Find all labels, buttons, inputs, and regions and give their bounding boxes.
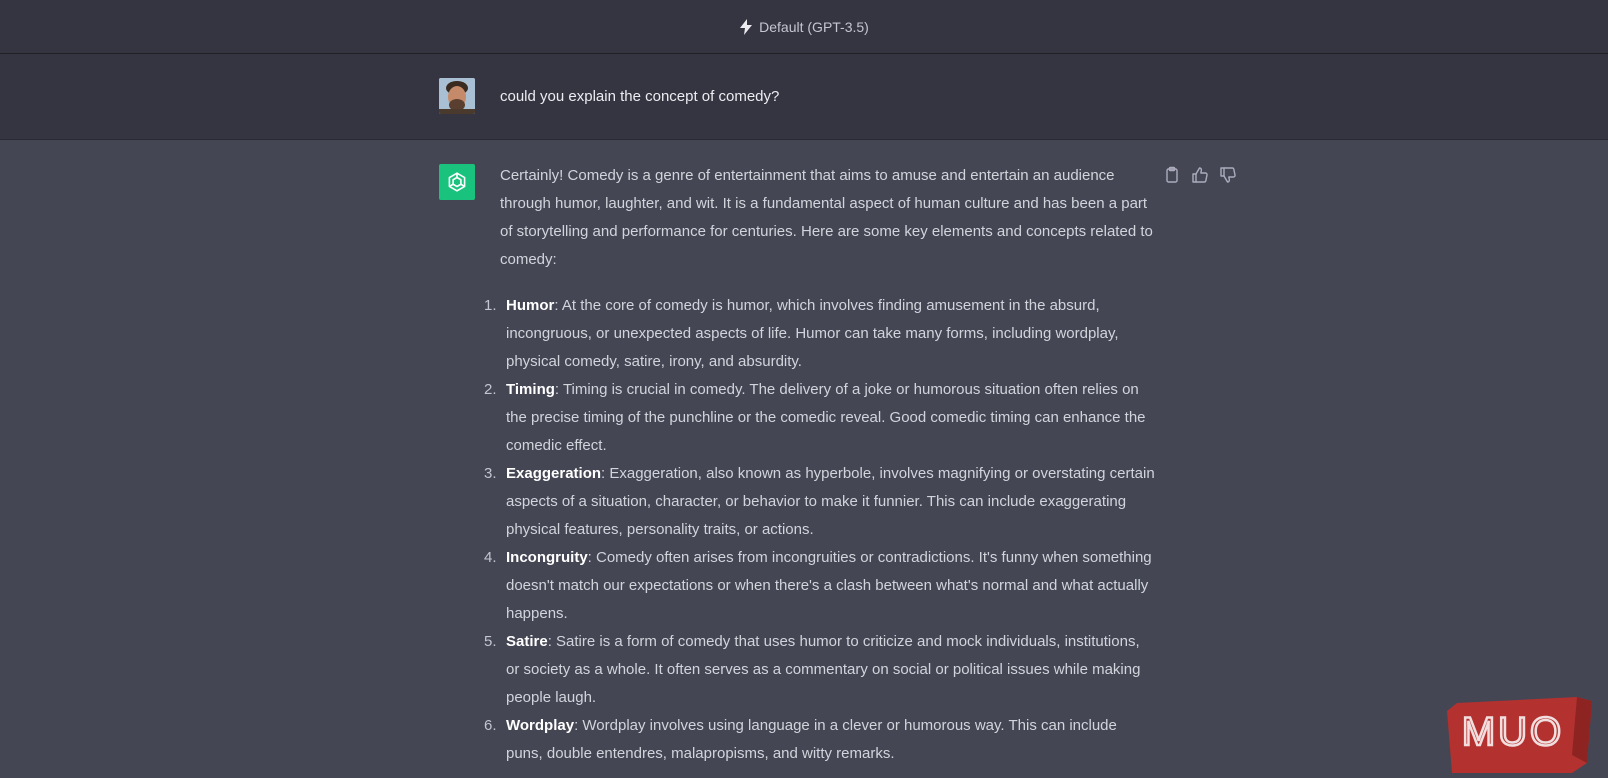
list-number: 3.: [484, 460, 500, 488]
list-number: 4.: [484, 544, 500, 572]
list-item-text: : Satire is a form of comedy that uses humor to criticize and mock individuals, institutions, or society as a whole. It often serves as a commentary on social or political issues while making people laugh.: [506, 633, 1140, 706]
user-message-text: could you explain the concept of comedy?: [500, 88, 779, 105]
list-item-text: : At the core of comedy is humor, which involves finding amusement in the absurd, incongruous, or unexpected aspects of life. Humor can take many forms, including wordplay, physical comedy, satire, irony, and absurdity.: [506, 297, 1119, 370]
muo-watermark-logo: [1447, 693, 1592, 773]
thumbs-up-icon[interactable]: [1191, 166, 1209, 184]
list-item-text: : Exaggeration, also known as hyperbole, involves magnifying or overstating certain aspects of a situation, character, or behavior to make it funnier. This can include exaggerating physical features, personality traits, or actions.: [506, 465, 1155, 538]
list-item: [500, 712, 1155, 768]
list-item-text: : Comedy often arises from incongruities or contradictions. It's funny when something doesn't match our expectations or when there's a clash between what's normal and what actually happens.: [506, 549, 1152, 622]
assistant-message-row: [0, 140, 1608, 774]
user-avatar: [439, 78, 475, 114]
list-item-title: Exaggeration: [506, 465, 601, 482]
assistant-avatar: [439, 164, 475, 200]
openai-logo-icon: [445, 170, 469, 194]
list-number: 6.: [484, 712, 500, 740]
user-message-row: [0, 54, 1608, 140]
list-item: [500, 376, 1155, 460]
assistant-intro: Certainly! Comedy is a genre of entertainment that aims to amuse and entertain an audience through humor, laughter, and wit. It is a fundamental aspect of human culture and has been a part of storytelling and performance for centuries. Here are some key elements and concepts related to comedy:: [500, 162, 1155, 274]
list-item-title: Incongruity: [506, 549, 588, 566]
list-item: [500, 544, 1155, 628]
list-item: [500, 292, 1155, 376]
lightning-icon: [739, 19, 753, 35]
watermark-text: MUO: [1462, 710, 1564, 754]
copy-icon[interactable]: [1163, 166, 1181, 184]
list-number: 5.: [484, 628, 500, 656]
list-number: 1.: [484, 292, 500, 320]
message-actions: [1163, 166, 1237, 184]
list-item: [500, 460, 1155, 544]
list-item-title: Timing: [506, 381, 555, 398]
list-item: [500, 628, 1155, 712]
list-item-title: Humor: [506, 297, 554, 314]
assistant-message: [500, 162, 1155, 768]
model-label: Default (GPT-3.5): [759, 19, 869, 35]
key-elements-list: [500, 292, 1155, 768]
list-item-title: Wordplay: [506, 717, 574, 734]
list-item-text: : Timing is crucial in comedy. The delivery of a joke or humorous situation often relies on the precise timing of the punchline or the comedic reveal. Good comedic timing can enhance the comedic effect.: [506, 381, 1146, 454]
list-item-title: Satire: [506, 633, 548, 650]
list-item-text: : Wordplay involves using language in a clever or humorous way. This can include puns, double entendres, malapropisms, and witty remarks.: [506, 717, 1117, 762]
thumbs-down-icon[interactable]: [1219, 166, 1237, 184]
list-number: 2.: [484, 376, 500, 404]
model-header: [0, 0, 1608, 54]
